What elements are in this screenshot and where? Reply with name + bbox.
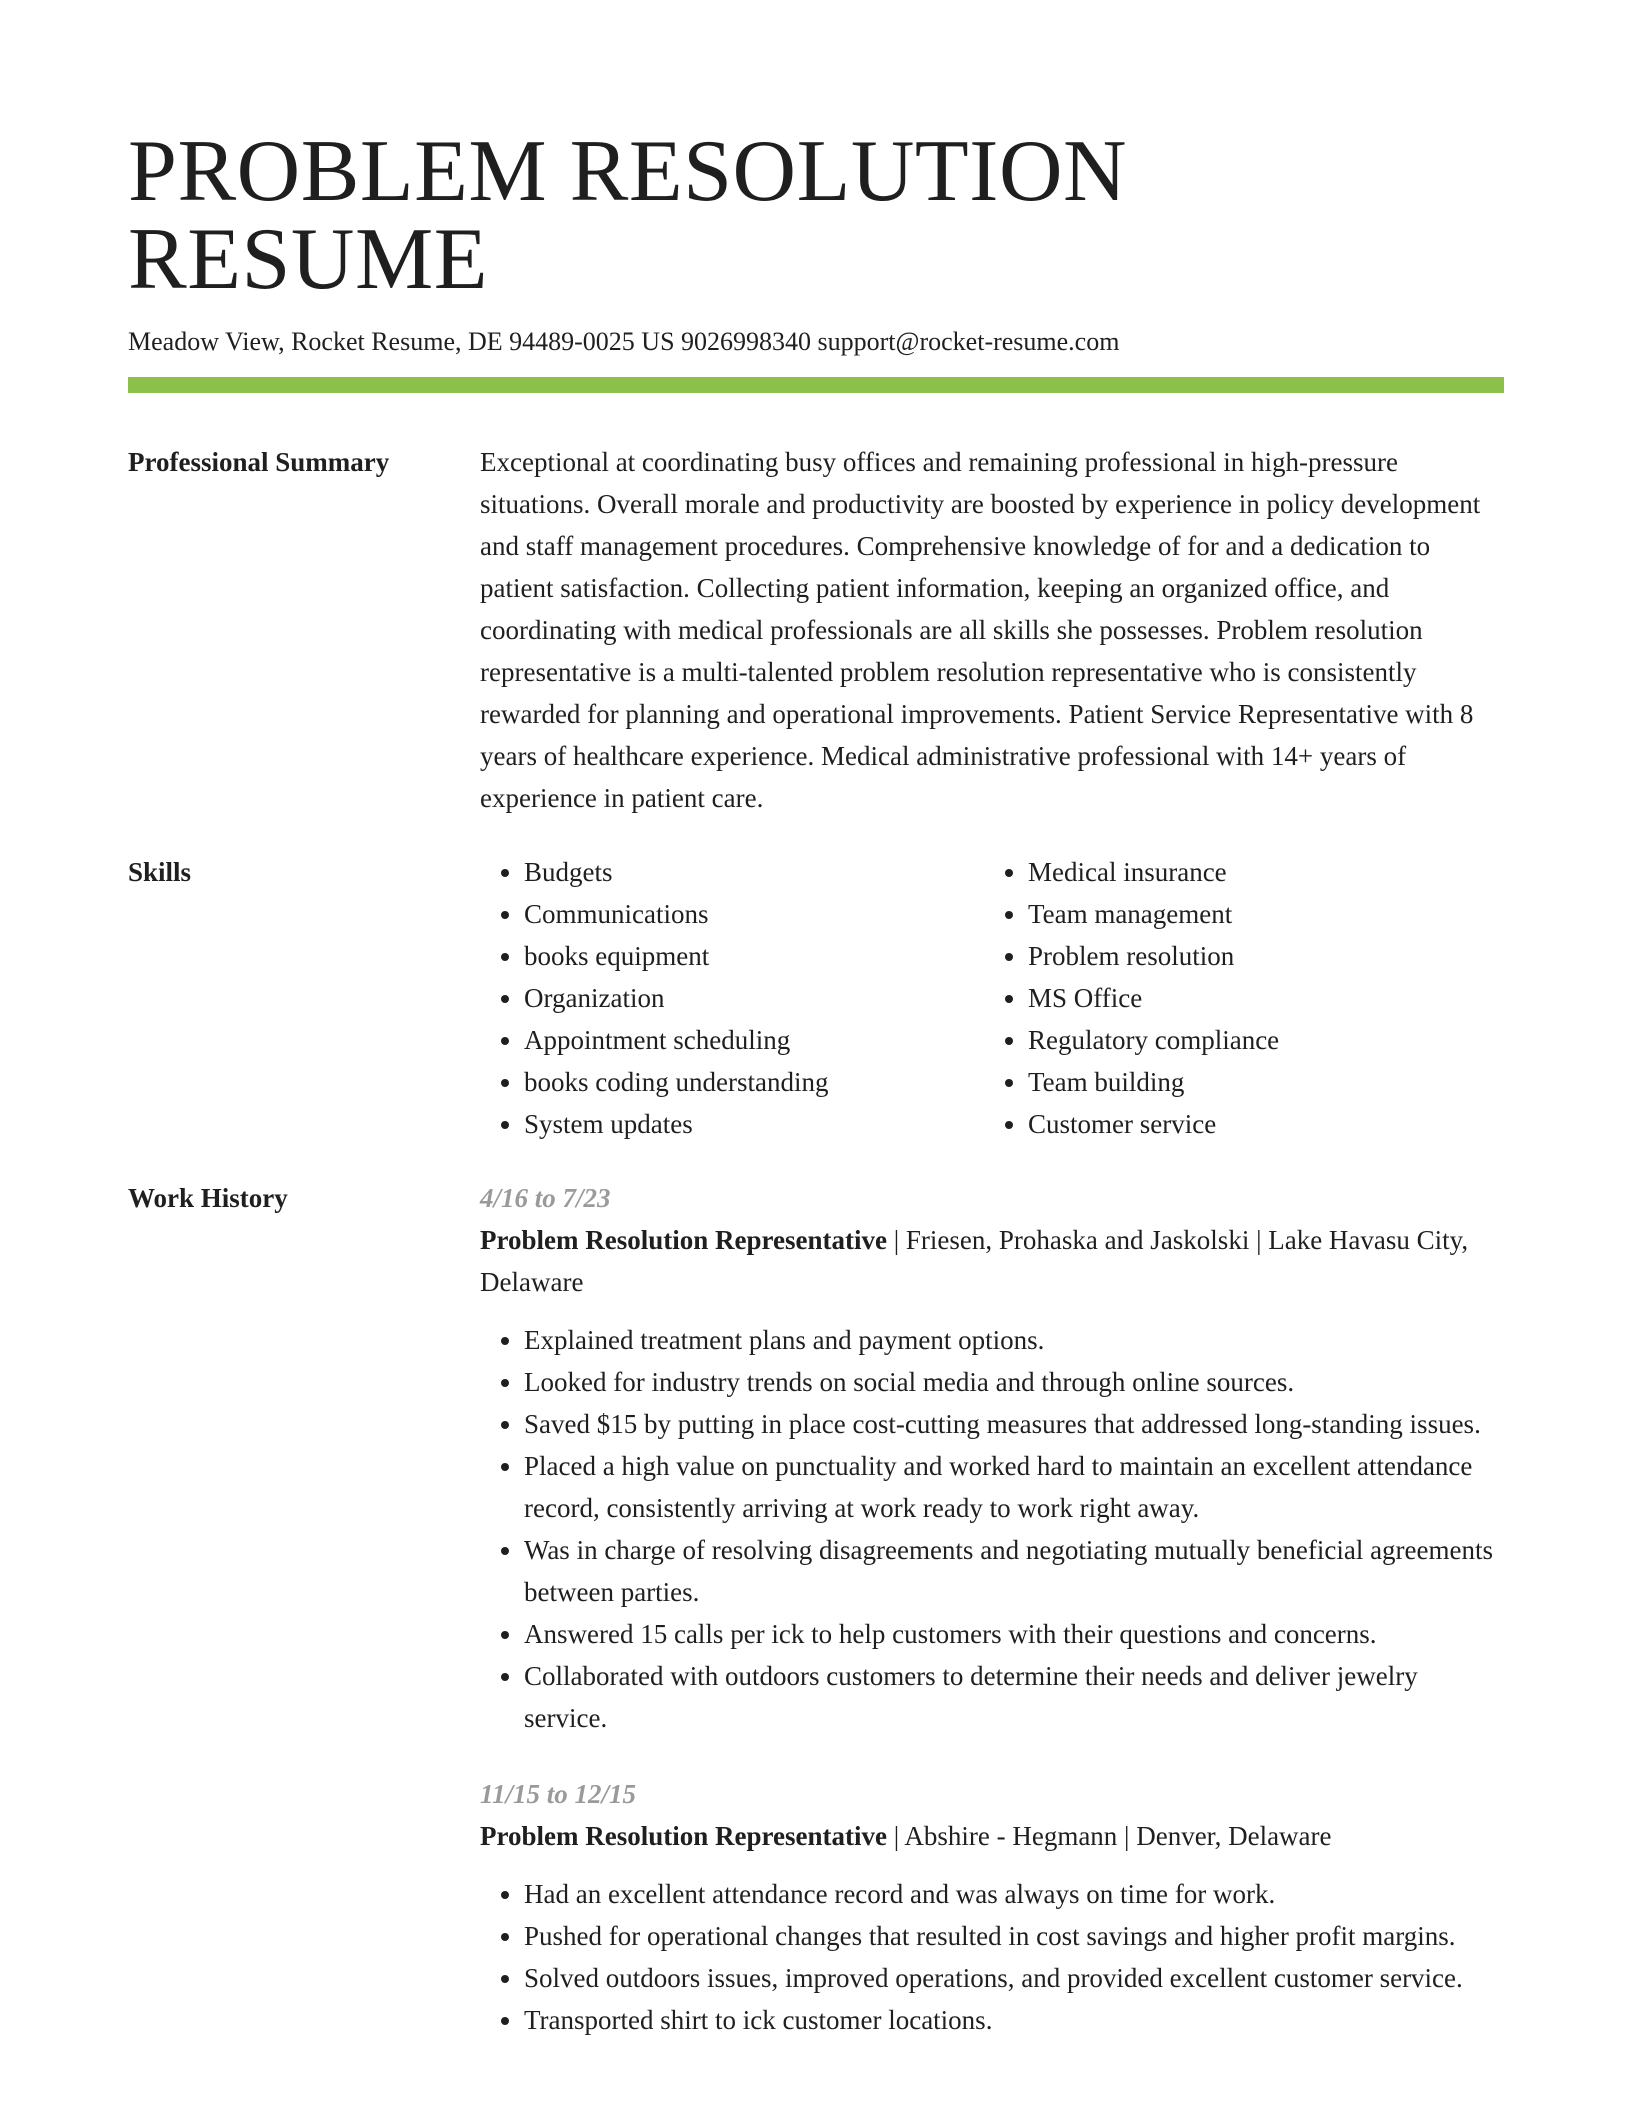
skill-item: • Organization — [524, 977, 984, 1019]
job-bullet-list — [480, 1873, 1504, 2041]
job-bullet: • Placed a high value on punctuality and worked hard to maintain an excellent attendance record, consistently arriving at work ready to work right away. — [524, 1445, 1504, 1529]
work-history-section — [128, 1177, 1504, 2041]
skill-item: • Problem resolution — [1028, 935, 1488, 977]
skill-item: • books equipment — [524, 935, 984, 977]
job-bullet: • Had an excellent attendance record and was always on time for work. — [524, 1873, 1504, 1915]
job-bullet: • Explained treatment plans and payment options. — [524, 1319, 1504, 1361]
skill-item: • MS Office — [1028, 977, 1488, 1019]
summary-text: Exceptional at coordinating busy offices and remaining professional in high-pressure situations. Overall morale and productivity are boosted by experience in policy development and staff management procedures. Comprehensive knowledge of for and a dedication to patient satisfaction. Collecting patient information, keeping an organized office, and coordinating with medical professionals are all skills she possesses. Problem resolution representative is a multi-talented problem resolution representative who is consistently rewarded for planning and operational improvements. Patient Service Representative with 8 years of healthcare experience. Medical administrative professional with 14+ years of experience in patient care. — [480, 447, 1481, 814]
skills-list-left — [480, 851, 984, 1145]
job-dates: 4/16 to 7/23 — [480, 1183, 611, 1214]
job-employer-location: | Friesen, Prohaska and Jaskolski | Lake Havasu City, Delaware — [480, 1225, 1469, 1298]
job-bullet-list — [480, 1319, 1504, 1739]
job-title-line — [480, 1219, 1504, 1303]
job-entry — [480, 1773, 1504, 2041]
job-role: Problem Resolution Representative — [480, 1821, 887, 1852]
summary-content — [480, 441, 1504, 819]
skill-item: • Customer service — [1028, 1103, 1488, 1145]
summary-heading: Professional Summary — [128, 447, 390, 478]
job-bullet: • Saved $15 by putting in place cost-cutting measures that addressed long-standing issues. — [524, 1403, 1504, 1445]
skill-item: • Communications — [524, 893, 984, 935]
contact-line: Meadow View, Rocket Resume, DE 94489-0025 US 9026998340 support@rocket-resume.com — [128, 327, 1120, 356]
job-bullet: • Solved outdoors issues, improved operations, and provided excellent customer service. — [524, 1957, 1504, 1999]
accent-divider — [128, 377, 1504, 393]
skill-item: • Medical insurance — [1028, 851, 1488, 893]
work-history-content — [480, 1177, 1504, 2041]
skills-section — [128, 851, 1504, 1145]
summary-section — [128, 441, 1504, 819]
job-entry — [480, 1177, 1504, 1739]
skill-item: • Appointment scheduling — [524, 1019, 984, 1061]
job-bullet: • Looked for industry trends on social media and through online sources. — [524, 1361, 1504, 1403]
job-bullet: • Pushed for operational changes that resulted in cost savings and higher profit margins. — [524, 1915, 1504, 1957]
skill-item: • System updates — [524, 1103, 984, 1145]
job-bullet: • Was in charge of resolving disagreements and negotiating mutually beneficial agreements between parties. — [524, 1529, 1504, 1613]
skill-item: • Budgets — [524, 851, 984, 893]
work-history-heading: Work History — [128, 1183, 288, 1214]
job-role: Problem Resolution Representative — [480, 1225, 887, 1256]
resume-title: PROBLEM RESOLUTION RESUME — [128, 123, 1128, 308]
job-bullet: • Answered 15 calls per ick to help customers with their questions and concerns. — [524, 1613, 1504, 1655]
skills-heading: Skills — [128, 857, 192, 888]
skills-list-right — [984, 851, 1488, 1145]
skill-item: • Regulatory compliance — [1028, 1019, 1488, 1061]
job-dates: 11/15 to 12/15 — [480, 1779, 637, 1810]
job-bullet: • Collaborated with outdoors customers to determine their needs and deliver jewelry service. — [524, 1655, 1504, 1739]
job-bullet: • Transported shirt to ick customer locations. — [524, 1999, 1504, 2041]
job-title-line — [480, 1815, 1504, 1857]
skill-item: • books coding understanding — [524, 1061, 984, 1103]
skills-content — [480, 851, 1504, 1145]
job-employer-location: | Abshire - Hegmann | Denver, Delaware — [886, 1821, 1332, 1852]
skill-item: • Team building — [1028, 1061, 1488, 1103]
skill-item: • Team management — [1028, 893, 1488, 935]
